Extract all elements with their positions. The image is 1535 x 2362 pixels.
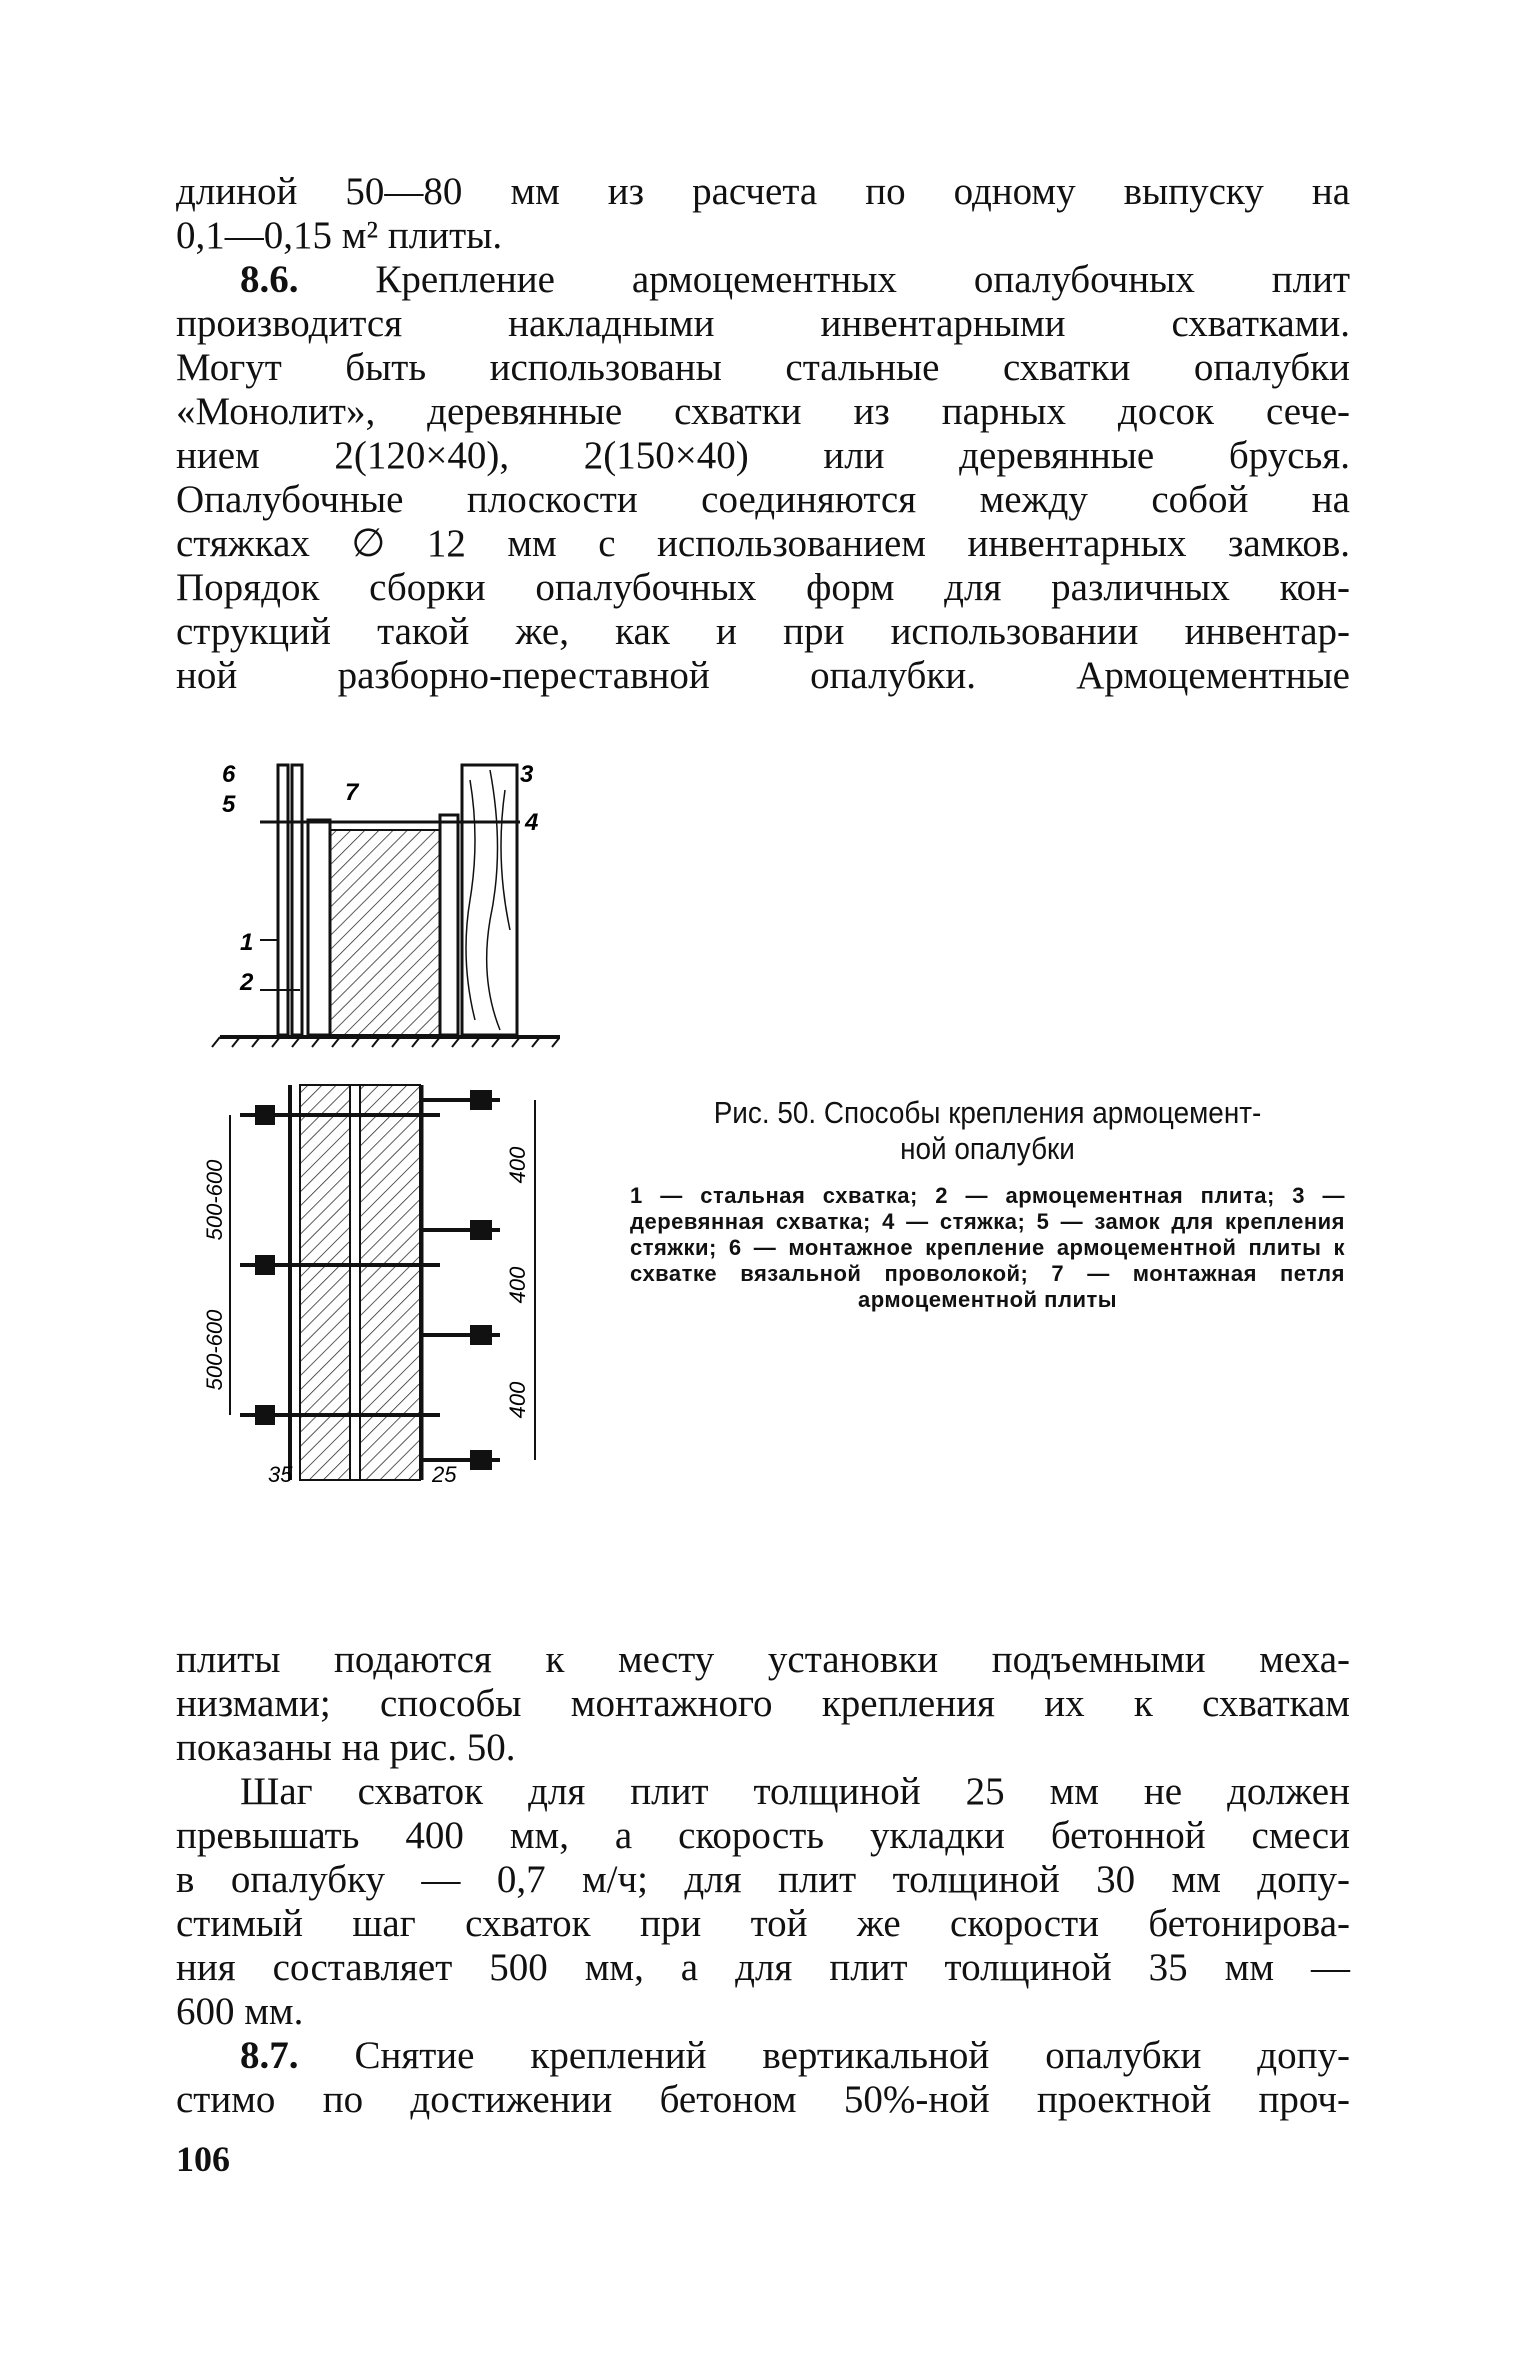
page-number: 106 bbox=[176, 2139, 230, 2179]
text-line bbox=[176, 346, 1350, 390]
text-line bbox=[176, 566, 1350, 610]
text-line-content: Опалубочные плоскости соединяются между собой на bbox=[176, 478, 1350, 521]
figure-50-formwork-drawing bbox=[200, 740, 560, 1510]
text-line-content: стяжках ∅ 12 мм с использованием инвентарных замков. bbox=[176, 522, 1350, 565]
text-line bbox=[176, 1682, 1350, 1726]
label-4: 4 bbox=[525, 809, 539, 836]
section-number: 8.7. bbox=[240, 2034, 299, 2077]
text-line bbox=[176, 1902, 1350, 1946]
text-line-content: стимый шаг схваток при той же скорости бетонирова- bbox=[176, 1902, 1350, 1945]
text-line bbox=[176, 390, 1350, 434]
text-line-content: показаны на рис. 50. bbox=[176, 1726, 516, 1769]
text-line bbox=[176, 434, 1350, 478]
dim-right-1: 400 bbox=[505, 1146, 530, 1184]
text-line-content: производится накладными инвентарными схватками. bbox=[176, 302, 1350, 345]
text-line-content: нием 2(120×40), 2(150×40) или деревянные брусья. bbox=[176, 434, 1350, 477]
text-line-content: ния составляет 500 мм, а для плит толщиной 35 мм — bbox=[176, 1946, 1350, 1989]
caption-title-line-2: ной опалубки bbox=[900, 1131, 1075, 1166]
elevation-view bbox=[212, 761, 560, 1047]
text-line bbox=[240, 258, 1350, 302]
text-line-content: 0,1—0,15 м² плиты. bbox=[176, 214, 503, 257]
text-line-content: Снятие креплений вертикальной опалубки допу- bbox=[298, 2034, 1350, 2077]
text-line bbox=[176, 1858, 1350, 1902]
text-line bbox=[176, 1638, 1350, 1682]
text-line bbox=[176, 522, 1350, 566]
text-line bbox=[176, 610, 1350, 654]
text-line bbox=[176, 1990, 1350, 2034]
dim-left-1: 500-600 bbox=[202, 1159, 227, 1241]
label-3: 3 bbox=[520, 761, 534, 788]
text-line-content: «Монолит», деревянные схватки из парных досок сече- bbox=[176, 390, 1350, 433]
text-line-content: 600 мм. bbox=[176, 1990, 304, 2033]
text-line-content: Могут быть использованы стальные схватки опалубки bbox=[176, 346, 1350, 389]
section-view bbox=[202, 1085, 535, 1487]
caption-title-line-1: Рис. 50. Способы крепления армоцемент- bbox=[713, 1095, 1262, 1130]
text-line-content: превышать 400 мм, а скорость укладки бетонной смеси bbox=[176, 1814, 1350, 1857]
text-line bbox=[176, 170, 1350, 214]
dim-bottom-35: 35 bbox=[268, 1462, 293, 1487]
dim-left-2: 500-600 bbox=[202, 1309, 227, 1391]
text-line-content: струкций такой же, как и при использовании инвентар- bbox=[176, 610, 1350, 653]
text-line-content: Шаг схваток для плит толщиной 25 мм не должен bbox=[240, 1770, 1350, 1813]
label-7: 7 bbox=[345, 779, 359, 806]
text-line bbox=[176, 654, 1350, 698]
text-line bbox=[176, 478, 1350, 522]
label-6: 6 bbox=[222, 761, 236, 788]
text-line-content: плиты подаются к месту установки подъемными меха- bbox=[176, 1638, 1350, 1681]
text-line-content: низмами; способы монтажного крепления их к схваткам bbox=[176, 1682, 1350, 1725]
text-line bbox=[176, 1946, 1350, 1990]
text-line-content: Крепление армоцементных опалубочных плит bbox=[298, 258, 1350, 301]
text-line bbox=[176, 1814, 1350, 1858]
dim-right-3: 400 bbox=[505, 1381, 530, 1419]
text-line bbox=[176, 302, 1350, 346]
text-line-content: в опалубку — 0,7 м/ч; для плит толщиной 30 мм допу- bbox=[176, 1858, 1350, 1901]
caption-legend: 1 — стальная схватка; 2 — армоцементная плита; 3 — деревянная схватка; 4 — стяжка; 5 — замок для крепления стяжки; 6 — монтажное крепление армоцементной плиты к схватке вязальной проволокой; 7 — монтажная петля армоцементной плиты bbox=[630, 1183, 1345, 1312]
text-line bbox=[176, 1726, 1350, 1770]
text-line-content: длиной 50—80 мм из расчета по одному выпуску на bbox=[176, 170, 1350, 213]
label-5: 5 bbox=[222, 791, 236, 818]
dim-bottom-25: 25 bbox=[432, 1462, 457, 1487]
text-line-content: стимо по достижении бетоном 50%-ной проектной проч- bbox=[176, 2078, 1350, 2121]
text-line bbox=[176, 214, 1350, 258]
figure-caption bbox=[630, 1095, 1345, 1313]
dim-right-2: 400 bbox=[505, 1266, 530, 1304]
label-2: 2 bbox=[240, 969, 254, 996]
label-1: 1 bbox=[240, 929, 254, 956]
text-line bbox=[176, 2078, 1350, 2122]
text-line-content: ной разборно-переставной опалубки. Армоцементные bbox=[176, 654, 1350, 697]
section-number: 8.6. bbox=[240, 258, 299, 301]
text-line bbox=[240, 1770, 1350, 1814]
text-line bbox=[240, 2034, 1350, 2078]
text-line-content: Порядок сборки опалубочных форм для различных кон- bbox=[176, 566, 1350, 609]
